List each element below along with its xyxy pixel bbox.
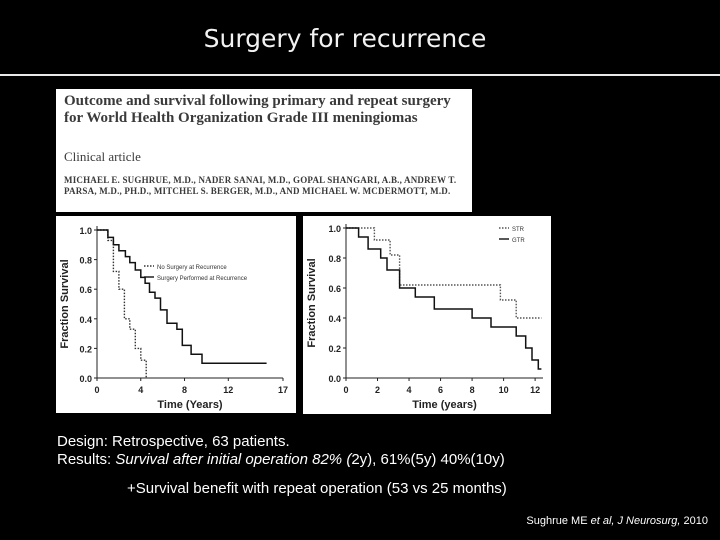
x-tick-label: 4 — [406, 385, 412, 395]
legend-label: Surgery Performed at Recurrence — [157, 276, 248, 282]
slide-caption — [57, 433, 507, 497]
caption-benefit: +Survival benefit with repeat operation (53 vs 25 months) — [127, 480, 507, 497]
legend-label: GTR — [512, 238, 525, 244]
caption-results-prefix: Results: — [57, 451, 116, 468]
series-line-1 — [346, 228, 541, 369]
citation — [526, 515, 708, 527]
y-tick-label: 0.0 — [328, 374, 341, 384]
caption-results-italic: Survival after initial operation 82% ( — [115, 451, 352, 468]
citation-authors: Sughrue ME — [526, 515, 591, 527]
y-axis-label: Fraction Survival — [59, 259, 71, 349]
x-tick-label: 8 — [182, 385, 188, 395]
survival-chart-resection — [303, 216, 551, 414]
x-tick-label: 10 — [498, 385, 509, 395]
caption-results-rest: 2y), 61%(5y) 40%(10y) — [351, 451, 505, 468]
article-authors: MICHAEL E. SUGHRUE, M.D., NADER SANAI, M.D., GOPAL SHANGARI, A.B., ANDREW T. PARSA, M.D., PH.D., MITCHEL S. BERGER, M.D., AND MICHAEL W. MCDERMOTT, M.D. — [64, 175, 457, 196]
y-axis-label: Fraction Survival — [306, 258, 318, 348]
citation-journal: et al, J Neurosurg, — [590, 515, 681, 527]
series-line-1 — [97, 230, 267, 363]
x-tick-label: 6 — [438, 385, 444, 395]
y-tick-label: 0.4 — [328, 314, 341, 324]
x-tick-label: 4 — [138, 385, 144, 395]
survival-chart-recurrence — [56, 216, 296, 413]
x-tick-label: 12 — [530, 385, 541, 395]
y-tick-label: 0.6 — [328, 284, 341, 294]
x-tick-label: 8 — [469, 385, 475, 395]
x-tick-label: 0 — [343, 385, 349, 395]
x-axis-label: Time (Years) — [157, 399, 223, 411]
survival-chart-recurrence-panel — [56, 216, 296, 413]
y-tick-label: 1.0 — [328, 224, 341, 234]
citation-year: 2010 — [680, 515, 708, 527]
x-tick-label: 2 — [375, 385, 381, 395]
article-header-image — [56, 89, 472, 212]
x-axis-label: Time (years) — [412, 399, 477, 411]
survival-chart-resection-panel — [303, 216, 551, 414]
slide-title: Surgery for recurrence — [203, 24, 487, 53]
title-divider — [0, 74, 720, 76]
x-tick-label: 12 — [223, 385, 234, 395]
y-tick-label: 0.0 — [79, 374, 92, 384]
y-tick-label: 1.0 — [79, 226, 92, 236]
caption-results — [57, 451, 505, 469]
y-tick-label: 0.8 — [328, 254, 341, 264]
y-tick-label: 0.2 — [328, 344, 341, 354]
series-line-0 — [97, 230, 146, 378]
legend-label: No Surgery at Recurrence — [157, 265, 227, 271]
y-tick-label: 0.6 — [79, 285, 92, 296]
article-heading: Outcome and survival following primary and repeat surgery for World Health Organization Grade III meningiomas — [64, 93, 451, 126]
caption-design: Design: Retrospective, 63 patients. — [57, 433, 290, 450]
article-type: Clinical article — [64, 149, 141, 164]
x-tick-label: 0 — [94, 385, 100, 395]
y-tick-label: 0.2 — [79, 344, 92, 355]
x-tick-label: 17 — [277, 385, 289, 395]
y-tick-label: 0.8 — [79, 255, 92, 266]
y-tick-label: 0.4 — [79, 314, 92, 325]
legend-label: STR — [512, 227, 524, 233]
